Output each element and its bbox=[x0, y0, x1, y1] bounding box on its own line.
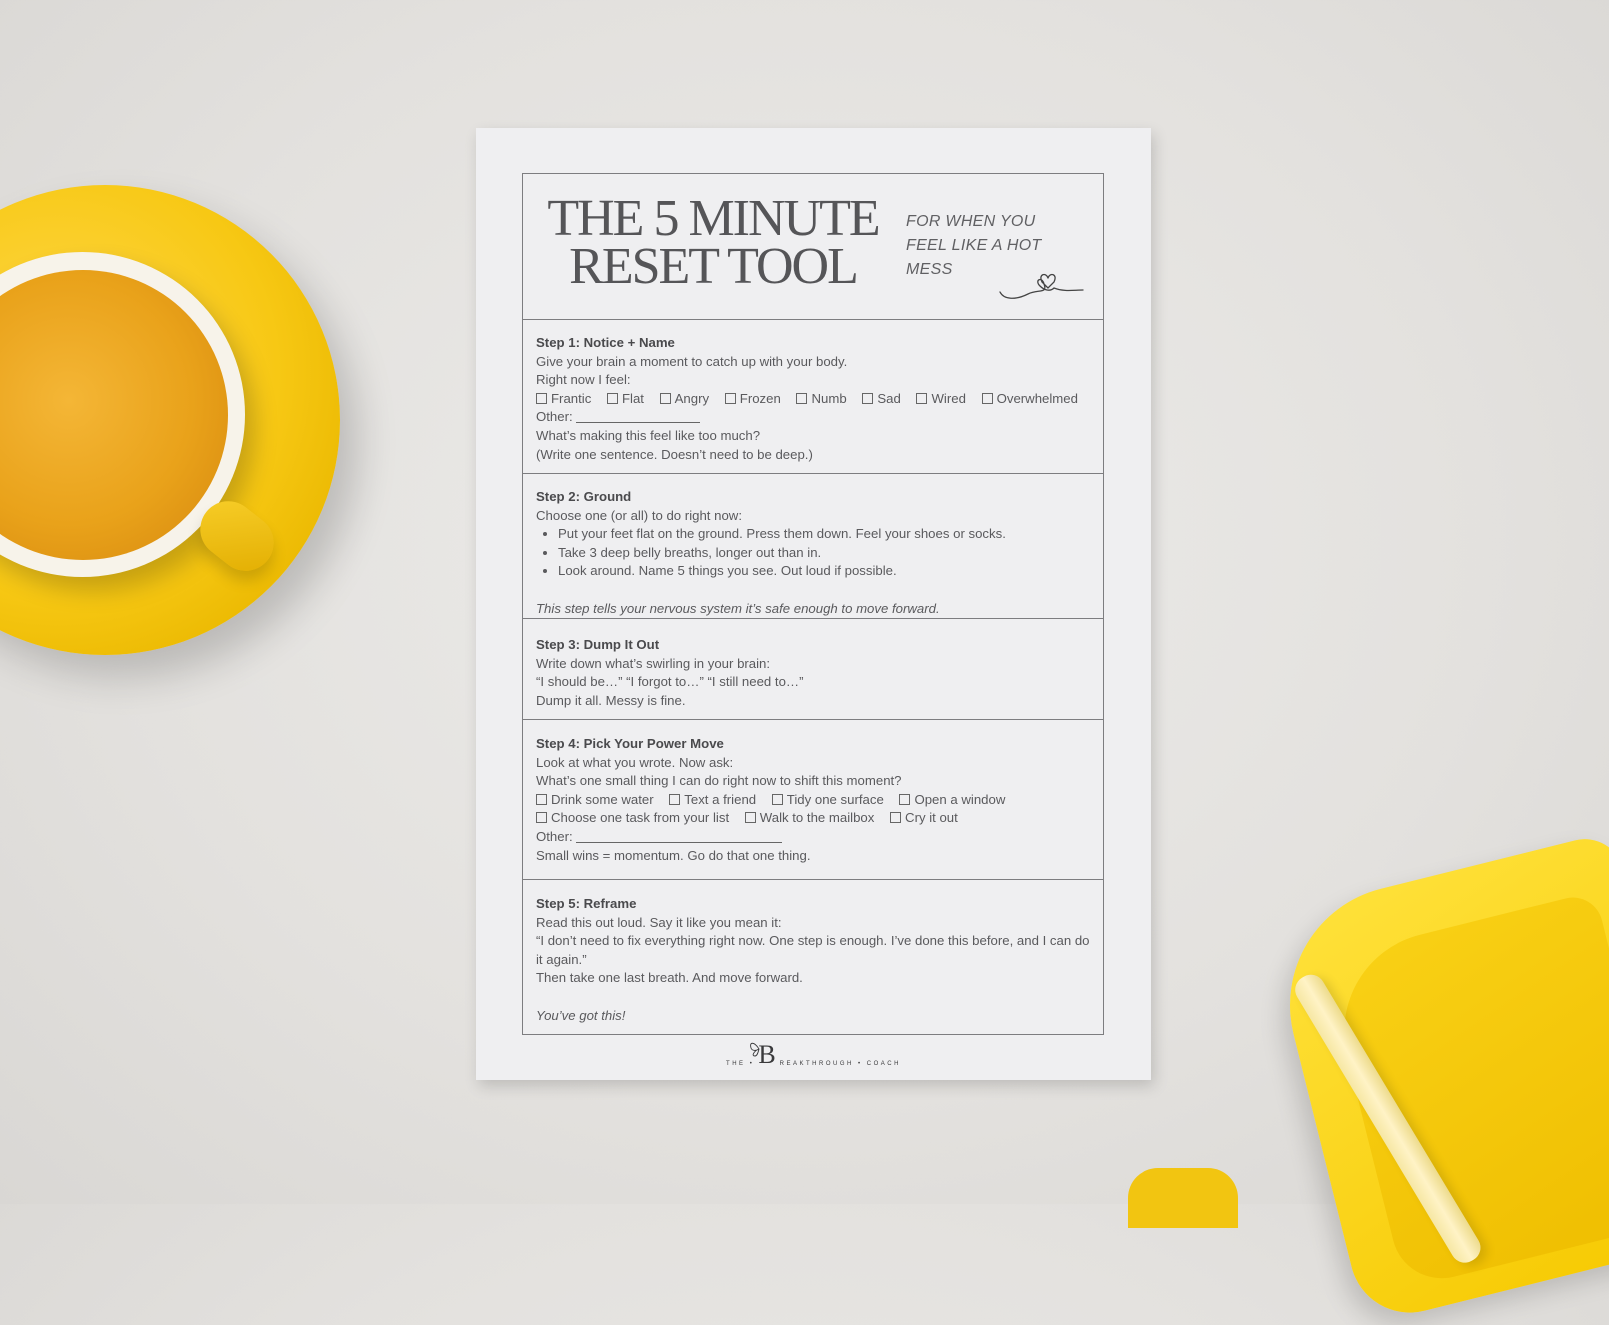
option-cry-it-out[interactable] bbox=[890, 810, 958, 825]
option-label: Drink some water bbox=[551, 791, 654, 807]
feeling-numb[interactable] bbox=[796, 391, 846, 406]
checkbox[interactable] bbox=[899, 794, 910, 805]
checkbox[interactable] bbox=[536, 393, 547, 404]
title-line-2: RESET TOOL bbox=[569, 238, 857, 295]
feeling-overwhelmed[interactable] bbox=[982, 391, 1078, 406]
other-blank-field[interactable] bbox=[576, 830, 782, 843]
list-item: • Look around. Name 5 things you see. Out loud if possible. bbox=[558, 562, 1090, 581]
feeling-label: Angry bbox=[674, 390, 710, 406]
checkbox[interactable] bbox=[982, 393, 993, 404]
feelings-checklist bbox=[536, 390, 1090, 409]
step-1-section bbox=[523, 320, 1103, 474]
feeling-sad[interactable] bbox=[862, 391, 900, 406]
step-5-section bbox=[523, 880, 1103, 1035]
feeling-label: Numb bbox=[811, 390, 847, 406]
step-5-line-1: Read this out loud. Say it like you mean it: bbox=[536, 914, 782, 930]
feeling-wired[interactable] bbox=[916, 391, 965, 406]
tagline-line-3: MESS bbox=[906, 261, 953, 278]
step-3-line-1: Write down what’s swirling in your brain: bbox=[536, 655, 771, 671]
other-label: Other: bbox=[536, 828, 573, 844]
step-2-note: This step tells your nervous system it’s safe enough to move forward. bbox=[536, 600, 940, 616]
step-4-line-2: What’s one small thing I can do right now to shift this moment? bbox=[536, 773, 902, 789]
option-walk-mailbox[interactable] bbox=[745, 810, 875, 825]
step-2-intro: Choose one (or all) to do right now: bbox=[536, 507, 742, 523]
option-label: Choose one task from your list bbox=[551, 810, 730, 826]
option-label: Tidy one surface bbox=[786, 791, 884, 807]
option-tidy-surface[interactable] bbox=[772, 792, 884, 807]
checkbox[interactable] bbox=[862, 393, 873, 404]
checkbox[interactable] bbox=[890, 812, 901, 823]
heart-swirl-icon bbox=[998, 270, 1084, 302]
feeling-label: Frantic bbox=[551, 390, 592, 406]
option-label: Text a friend bbox=[684, 791, 757, 807]
worksheet-paper bbox=[476, 128, 1151, 1080]
footer-logo bbox=[476, 1040, 1151, 1070]
checkbox[interactable] bbox=[607, 393, 618, 404]
step-5-line-2: Then take one last breath. And move forward. bbox=[536, 970, 803, 986]
step-1-line-2: Right now I feel: bbox=[536, 372, 631, 388]
step-1-line-3: What’s making this feel like too much? bbox=[536, 427, 761, 443]
checkbox[interactable] bbox=[745, 812, 756, 823]
title-line-1: THE 5 MINUTE bbox=[547, 190, 879, 247]
option-label: Cry it out bbox=[905, 810, 958, 826]
logo-prefix: THE • bbox=[726, 1061, 755, 1067]
checkbox[interactable] bbox=[536, 812, 547, 823]
checkbox[interactable] bbox=[536, 794, 547, 805]
step-4-section bbox=[523, 720, 1103, 880]
option-open-window[interactable] bbox=[899, 792, 1005, 807]
step-3-line-3: Dump it all. Messy is fine. bbox=[536, 692, 686, 708]
list-item: • Put your feet flat on the ground. Press them down. Feel your shoes or socks. bbox=[558, 525, 1090, 544]
feeling-label: Flat bbox=[621, 390, 644, 406]
option-choose-task[interactable] bbox=[536, 810, 729, 825]
checkbox[interactable] bbox=[660, 393, 671, 404]
checkbox[interactable] bbox=[669, 794, 680, 805]
step-4-other bbox=[536, 828, 1090, 847]
spacer bbox=[536, 988, 1090, 1007]
tagline-line-2: FEEL LIKE A HOT bbox=[906, 237, 1042, 254]
option-text-friend[interactable] bbox=[669, 792, 756, 807]
brand-logo bbox=[726, 1040, 901, 1069]
feeling-label: Sad bbox=[877, 390, 901, 406]
yellow-clip bbox=[1128, 1168, 1238, 1228]
feeling-frantic[interactable] bbox=[536, 391, 591, 406]
closing-text: You’ve got this! bbox=[536, 1007, 626, 1023]
worksheet-frame bbox=[522, 173, 1104, 1035]
logo-suffix: REAKTHROUGH • COACH bbox=[779, 1061, 901, 1067]
spacer bbox=[536, 581, 1090, 600]
checkbox[interactable] bbox=[772, 794, 783, 805]
worksheet-header bbox=[523, 174, 1103, 320]
step-1-line-4: (Write one sentence. Doesn’t need to be deep.) bbox=[536, 446, 813, 462]
logo-letter bbox=[758, 1040, 776, 1069]
step-3-section bbox=[523, 619, 1103, 720]
option-label: Open a window bbox=[914, 791, 1006, 807]
checkbox[interactable] bbox=[916, 393, 927, 404]
power-move-options-row-2 bbox=[536, 809, 1090, 828]
step-2-section bbox=[523, 474, 1103, 619]
option-drink-water[interactable] bbox=[536, 792, 654, 807]
list-item: • Take 3 deep belly breaths, longer out than in. bbox=[558, 544, 1090, 563]
step-5-title: Step 5: Reframe bbox=[536, 896, 637, 911]
affirmation-quote: “I don’t need to fix everything right now. One step is enough. I’ve done this before, and I can do it again.” bbox=[536, 933, 1090, 967]
logo-letter-text: B bbox=[758, 1040, 776, 1069]
step-1-other bbox=[536, 408, 1090, 427]
step-3-line-2: “I should be…” “I forgot to…” “I still need to…” bbox=[536, 674, 804, 690]
step-1-line-1: Give your brain a moment to catch up with your body. bbox=[536, 353, 848, 369]
grounding-list bbox=[536, 525, 1090, 581]
feeling-label: Wired bbox=[931, 390, 966, 406]
worksheet-title bbox=[537, 190, 889, 295]
feeling-flat[interactable] bbox=[607, 391, 644, 406]
checkbox[interactable] bbox=[796, 393, 807, 404]
feeling-angry[interactable] bbox=[660, 391, 709, 406]
step-4-line-1: Look at what you wrote. Now ask: bbox=[536, 754, 734, 770]
feeling-frozen[interactable] bbox=[725, 391, 781, 406]
feeling-label: Frozen bbox=[739, 390, 781, 406]
other-blank-field[interactable] bbox=[576, 410, 700, 423]
option-label: Walk to the mailbox bbox=[759, 810, 875, 826]
checkbox[interactable] bbox=[725, 393, 736, 404]
feeling-label: Overwhelmed bbox=[996, 390, 1078, 406]
step-3-title: Step 3: Dump It Out bbox=[536, 637, 660, 652]
step-1-title: Step 1: Notice + Name bbox=[536, 335, 675, 350]
step-4-line-3: Small wins = momentum. Go do that one thing. bbox=[536, 847, 811, 863]
power-move-options-row-1 bbox=[536, 791, 1090, 810]
butterfly-icon bbox=[748, 1039, 770, 1059]
step-2-title: Step 2: Ground bbox=[536, 489, 632, 504]
tagline-line-1: FOR WHEN YOU bbox=[906, 213, 1036, 230]
other-label: Other: bbox=[536, 409, 573, 425]
step-4-title: Step 4: Pick Your Power Move bbox=[536, 736, 724, 751]
